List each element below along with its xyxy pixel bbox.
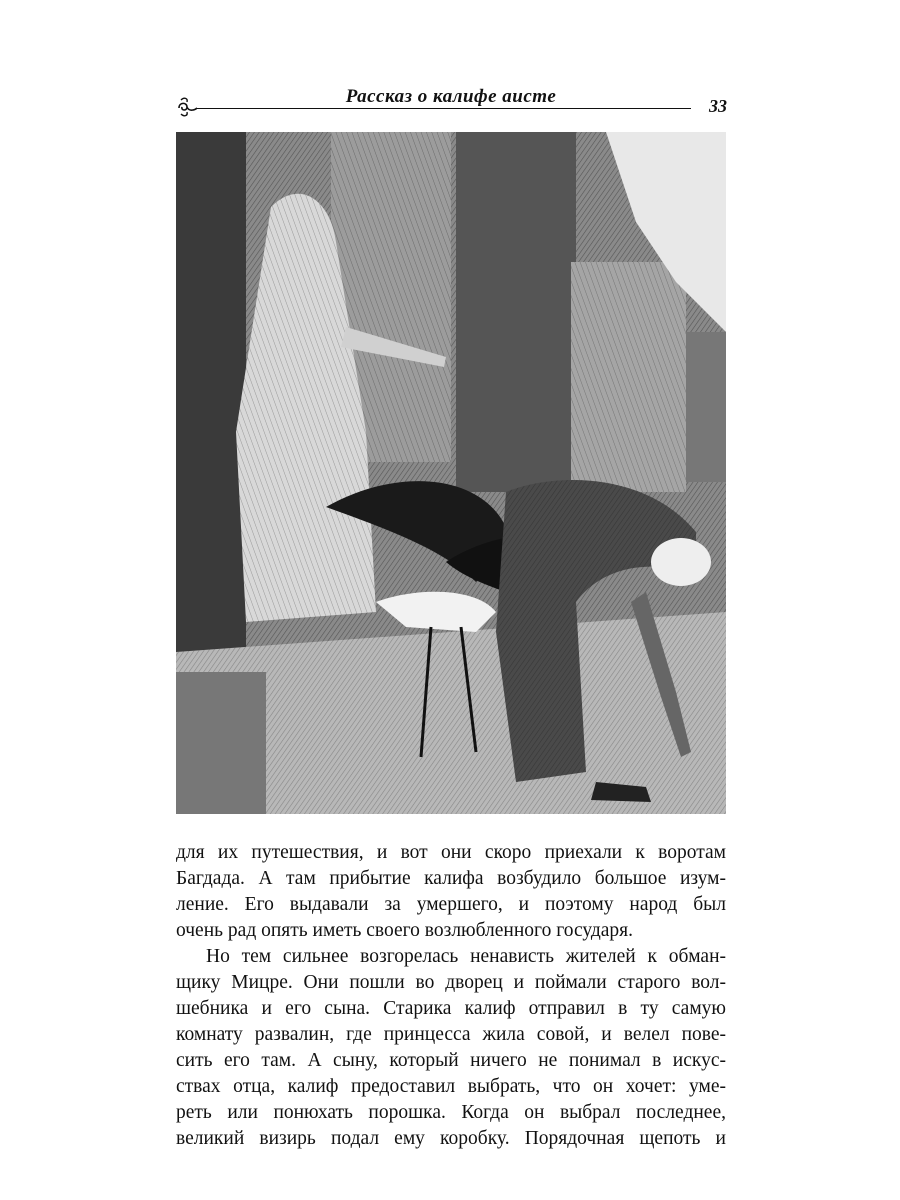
header-rule bbox=[197, 108, 691, 109]
body-text bbox=[176, 840, 726, 1152]
page-number: 33 bbox=[709, 96, 727, 116]
text-line: комнату развалин, где принцесса жила совой, и велел пове- bbox=[176, 1024, 726, 1045]
text-line: ствах отца, калиф предоставил выбрать, что он хочет: уме- bbox=[176, 1076, 726, 1097]
text-line: очень рад опять иметь своего возлюбленного государя. bbox=[176, 920, 634, 941]
text-line: реть или понюхать порошка. Когда он выбрал последнее, bbox=[176, 1102, 726, 1123]
text-line: шебника и его сына. Старика калиф отправил в ту самую bbox=[176, 998, 726, 1019]
text-line: Багдада. А там прибытие калифа возбудило большое изум- bbox=[176, 868, 726, 889]
text-line: для их путешествия, и вот они скоро приехали к воротам bbox=[176, 842, 726, 863]
chapter-title bbox=[175, 86, 727, 108]
running-header bbox=[175, 86, 727, 120]
engraving-illustration bbox=[176, 132, 726, 814]
text-line: ление. Его выдавали за умершего, и поэтому народ был bbox=[176, 894, 726, 915]
text-line: великий визирь подал ему коробку. Порядочная щепоть и bbox=[176, 1128, 726, 1149]
text-line: щику Мицре. Они пошли во дворец и поймали старого вол- bbox=[176, 972, 726, 993]
text-line: сить его там. А сыну, который ничего не понимал в искус- bbox=[176, 1050, 726, 1071]
chapter-title-text: Рассказ о калифе аисте bbox=[340, 86, 563, 107]
paragraph-first-line: Но тем сильнее возгорелась ненависть жителей к обман- bbox=[206, 946, 726, 967]
